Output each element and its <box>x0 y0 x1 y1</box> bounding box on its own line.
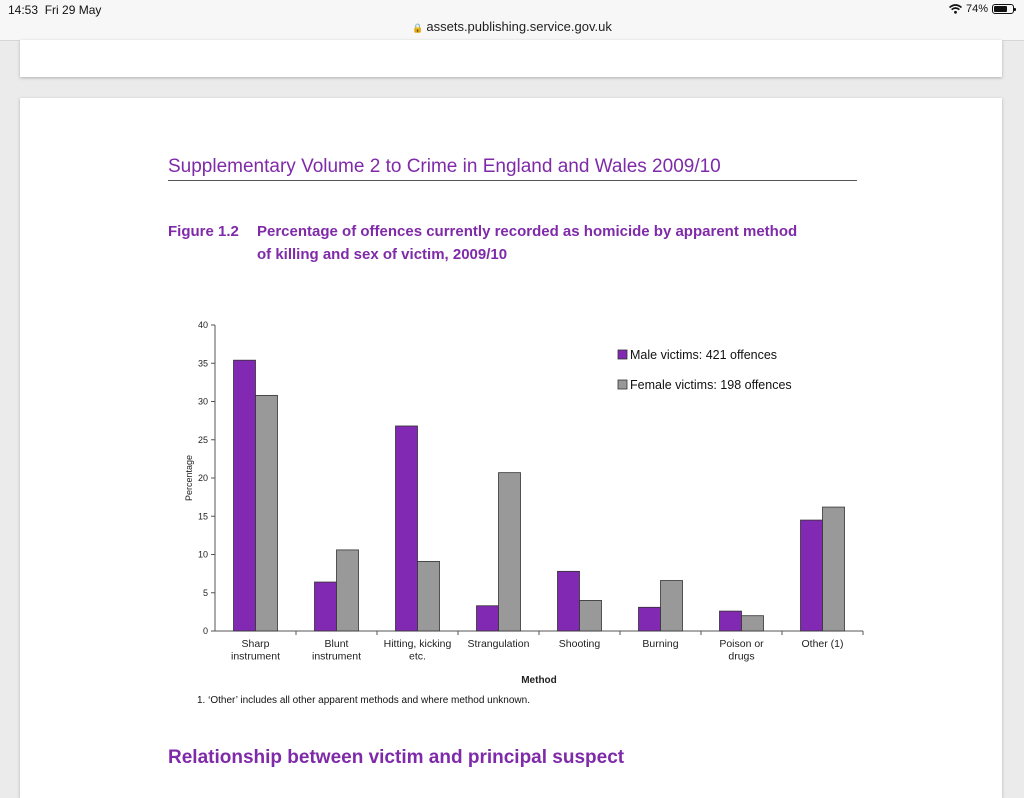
legend-label: Female victims: 198 offences <box>630 378 792 392</box>
legend-label: Male victims: 421 offences <box>630 348 778 362</box>
bar-chart <box>170 313 870 693</box>
x-tick-label: etc. <box>409 650 426 663</box>
legend-swatch <box>618 380 627 389</box>
female-bar <box>580 600 602 631</box>
x-tick-label: instrument <box>230 650 281 663</box>
male-bar <box>477 606 499 631</box>
battery-icon <box>992 4 1014 14</box>
female-bar <box>661 581 683 631</box>
figure-title-line2: of killing and sex of victim, 2009/10 <box>257 246 508 263</box>
footnote: 1. ‘Other’ includes all other apparent methods and where method unknown. <box>197 695 530 706</box>
male-bar <box>639 607 661 631</box>
y-tick-label: 0 <box>202 626 208 636</box>
status-bar <box>0 0 1024 41</box>
previous-page <box>20 40 1002 77</box>
battery-fill <box>994 6 1007 12</box>
x-tick-label: Strangulation <box>467 638 530 650</box>
y-tick-label: 10 <box>197 549 208 560</box>
x-tick-label: Sharp <box>241 638 270 650</box>
battery-percent: 74% <box>965 3 988 15</box>
status-time <box>8 3 101 17</box>
y-tick-label: 30 <box>197 396 208 407</box>
y-axis-label: Percentage <box>184 454 194 502</box>
figure-number: Figure 1.2 <box>168 223 239 240</box>
male-bar <box>720 611 742 631</box>
x-tick-label: Poison or <box>719 638 764 650</box>
y-tick-label: 15 <box>197 511 208 522</box>
legend-swatch <box>618 350 627 359</box>
x-tick-label: Hitting, kicking <box>383 638 452 650</box>
x-tick-label: instrument <box>311 650 362 663</box>
section-heading: Relationship between victim and principal suspect <box>168 747 625 768</box>
y-tick-label: 40 <box>197 320 208 330</box>
y-tick-label: 25 <box>197 434 208 445</box>
female-bar <box>499 473 521 631</box>
female-bar <box>742 616 764 631</box>
time: 14:53 <box>8 3 39 17</box>
female-bar <box>337 550 359 631</box>
figure-title-line1: Percentage of offences currently recorded as homicide by apparent method <box>257 223 798 240</box>
y-tick-label: 20 <box>197 473 208 483</box>
x-tick-label: Other (1) <box>801 638 844 650</box>
x-axis-label: Method <box>521 675 557 686</box>
male-bar <box>396 426 418 631</box>
date: Fri 29 May <box>44 3 102 17</box>
y-tick-label: 35 <box>197 358 208 369</box>
x-tick-label: drugs <box>728 650 755 663</box>
wifi-icon <box>949 4 962 14</box>
x-tick-label: Blunt <box>324 638 349 650</box>
document-page <box>20 98 1002 798</box>
address-bar[interactable] <box>0 19 1024 34</box>
female-bar <box>256 395 278 631</box>
y-tick-label: 5 <box>202 587 208 598</box>
x-tick-label: Shooting <box>558 638 601 650</box>
x-tick-label: Burning <box>642 638 679 650</box>
female-bar <box>823 507 845 631</box>
status-icons <box>949 3 1014 15</box>
male-bar <box>558 571 580 631</box>
male-bar <box>234 360 256 631</box>
male-bar <box>801 520 823 631</box>
male-bar <box>315 582 337 631</box>
figure-title <box>168 220 868 266</box>
lock-icon: 🔒 <box>412 23 424 33</box>
female-bar <box>418 561 440 631</box>
document-header: Supplementary Volume 2 to Crime in England and Wales 2009/10 <box>168 156 857 181</box>
url-text: assets.publishing.service.gov.uk <box>426 19 612 34</box>
